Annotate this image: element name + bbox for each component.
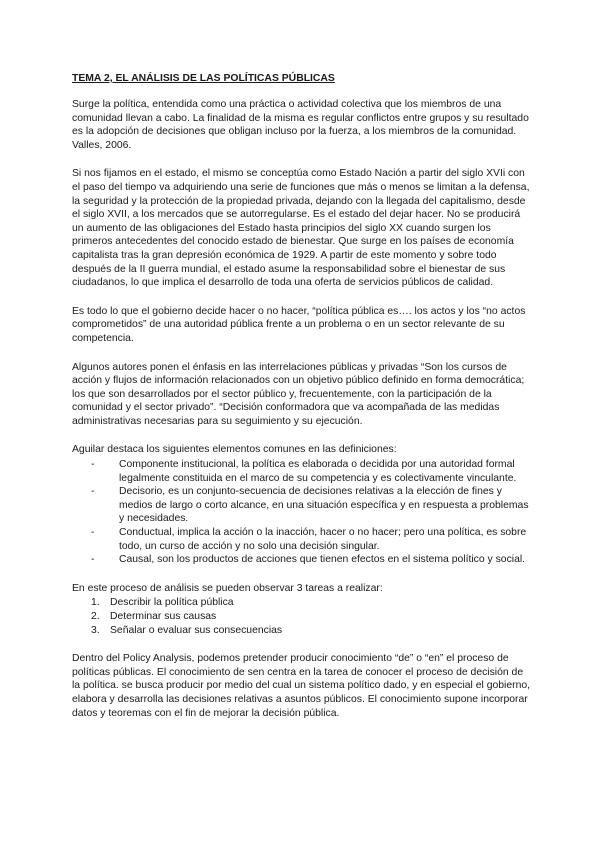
paragraph-autores: Algunos autores ponen el énfasis en las interrelaciones públicas y privadas “Son los cursos de acción y flujos de información relacionados con un objetivo público definido en forma democrática; los que son desarrollados por el sector público y, frecuentemente, con la participación de la comunidad y el sector privado”. “Decisión conformadora que va acompañada de las medidas administrativas necesarias para su seguimiento y su ejecución. <box>72 361 525 427</box>
list-item: - Causal, son los productos de acciones que tienen efectos en el sistema político y social. <box>91 554 526 566</box>
number-marker: 3. <box>91 624 100 636</box>
paragraph-definicion: Es todo lo que el gobierno decide hacer o no hacer, “política pública es…. los actos y los “no actos comprometidos” de una autoridad pública frente a un problema o en un sector relevante de su competencia. <box>72 305 526 344</box>
list-item: - Componente institucional, la política es elaborada o decidida por una autoridad formal legalmente constituida en el marco de su competencia y es colectivamente vinculante. <box>91 459 517 484</box>
proceso-list <box>72 596 532 637</box>
dash-marker: - <box>91 459 95 471</box>
dash-marker: - <box>91 554 95 566</box>
paragraph-estado: Si nos fijamos en el estado, el mismo se conceptúa como Estado Nación a partir del siglo XVIi con el paso del tiempo va adquiriendo una serie de funciones que más o menos se limitan a la defensa, la seguridad y la protección de la propiedad privada, dejando con la llegada del capitalismo, desde el siglo XVII, a los mercados que se autorregularse. Es el estado del dejar hacer. No se producirá un aumento de las obligaciones del Estado hasta principios del siglo XX cuando surgen los primeros antecedentes del conocido estado de bienestar. Que surge en los países de economía capitalista tras la gran depresión económica de 1929. A partir de este momento y sobre todo después de la II guerra mundial, el estado asume la responsabilidad sobre el bienestar de sus ciudadanos, lo que implica el desarrollo de toda una oferta de servicios públicos de calidad. <box>72 168 530 289</box>
proceso-intro: En este proceso de análisis se pueden observar 3 tareas a realizar: <box>72 582 383 594</box>
paragraph-policy-analysis: Dentro del Policy Analysis, podemos pretender producir conocimiento “de” o “en” el proceso de políticas públicas. El conocimiento de sen centra en la tarea de conocer el proceso de decisión de la política. se busca producir por medio del cual un sistema político dado, y en especial el gobierno, elabora y desarrolla las decisiones relativas a asuntos públicos. El conocimiento supone incorporar datos y teoremas con el fin de mejorar la decisión pública. <box>72 653 531 719</box>
document-title: TEMA 2, EL ANÁLISIS DE LAS POLÍTICAS PÚBLICAS <box>72 73 335 84</box>
list-item: - Decisorio, es un conjunto-secuencia de decisiones relativas a la elección de fines y medios de largo o corto alcance, en una situación específica y en respuesta a problemas y necesidades. <box>91 486 529 525</box>
paragraph-politica: Surge la política, entendida como una práctica o actividad colectiva que los miembros de una comunidad llevan a cabo. La finalidad de la misma es regular conflictos entre grupos y su resultado es la adopción de decisiones que obligan incluso por la fuerza, a los miembros de la comunidad. Valles, 2006. <box>72 99 529 151</box>
aguilar-intro: Aguilar destaca los siguientes elementos comunes en las definiciones: <box>72 444 397 456</box>
number-marker: 1. <box>91 597 100 609</box>
dash-marker: - <box>91 486 95 498</box>
document-page <box>72 72 532 735</box>
list-item: 2. Determinar sus causas <box>91 611 217 622</box>
dash-marker: - <box>91 527 95 539</box>
aguilar-list <box>72 458 532 567</box>
list-item: 1. Describir la política pública <box>91 597 234 609</box>
list-item: 3. Señalar o evaluar sus consecuencias <box>91 624 283 636</box>
list-item: - Conductual, implica la acción o la inacción, hacer o no hacer; pero una política, es sobre todo, un curso de acción y no solo una decisión singular. <box>91 527 527 552</box>
number-marker: 2. <box>91 611 100 622</box>
